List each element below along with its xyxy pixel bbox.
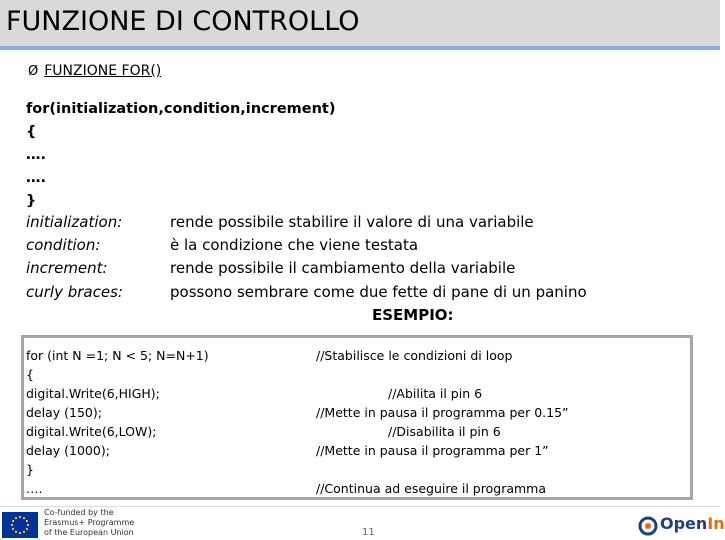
eu-cofunded-text (44, 508, 134, 538)
eu-text-line: of the European Union (44, 528, 134, 537)
logo-main-text: Open (660, 514, 708, 533)
syntax-line: { (26, 124, 37, 140)
param-desc: rende possibile il cambiamento della variabile (170, 259, 516, 277)
param-term: increment: (26, 259, 108, 277)
example-code-line: …. (26, 481, 43, 496)
example-code-line: delay (1000); (26, 443, 110, 458)
example-code-line: { (26, 367, 34, 382)
logo-accent-text: In (707, 514, 725, 533)
example-heading: ESEMPIO: (372, 306, 454, 324)
example-comment: //Disabilita il pin 6 (388, 424, 501, 439)
open-in-logo-icon (638, 516, 658, 536)
example-code-line: } (26, 462, 34, 477)
example-code-line: digital.Write(6,HIGH); (26, 386, 160, 401)
example-code-line: for (int N =1; N < 5; N=N+1) (26, 348, 209, 363)
eu-text-line: Erasmus+ Programme (44, 518, 135, 527)
param-desc: rende possibile stabilire il valore di una variabile (170, 213, 534, 231)
footer-divider (0, 506, 720, 507)
example-comment: //Mette in pausa il programma per 1” (316, 443, 549, 458)
bullet-text: FUNZIONE FOR() (44, 63, 162, 79)
page-number: 11 (362, 527, 375, 538)
eu-flag-icon (2, 512, 38, 538)
slide-title: FUNZIONE DI CONTROLLO (6, 6, 360, 37)
arrow-bullet-icon: Ø (28, 64, 39, 79)
title-underline (0, 46, 720, 50)
example-comment: //Mette in pausa il programma per 0.15” (316, 405, 569, 420)
syntax-line: } (26, 193, 37, 209)
param-term: curly braces: (26, 283, 123, 301)
param-desc: possono sembrare come due fette di pane di un panino (170, 283, 587, 301)
eu-text-line: Co-funded by the (44, 508, 114, 517)
bullet-item (28, 63, 161, 79)
example-comment: //Stabilisce le condizioni di loop (316, 348, 513, 363)
param-desc: è la condizione che viene testata (170, 236, 419, 254)
example-code-line: digital.Write(6,LOW); (26, 424, 157, 439)
syntax-line: …. (26, 170, 47, 186)
example-comment: //Continua ad eseguire il programma (316, 481, 547, 496)
example-comment: //Abilita il pin 6 (388, 386, 483, 401)
syntax-line: for(initialization,condition,increment) (26, 101, 336, 117)
param-term: condition: (26, 236, 101, 254)
param-term: initialization: (26, 213, 123, 231)
open-in-logo (660, 514, 725, 533)
example-code-line: delay (150); (26, 405, 102, 420)
syntax-line: …. (26, 147, 47, 163)
